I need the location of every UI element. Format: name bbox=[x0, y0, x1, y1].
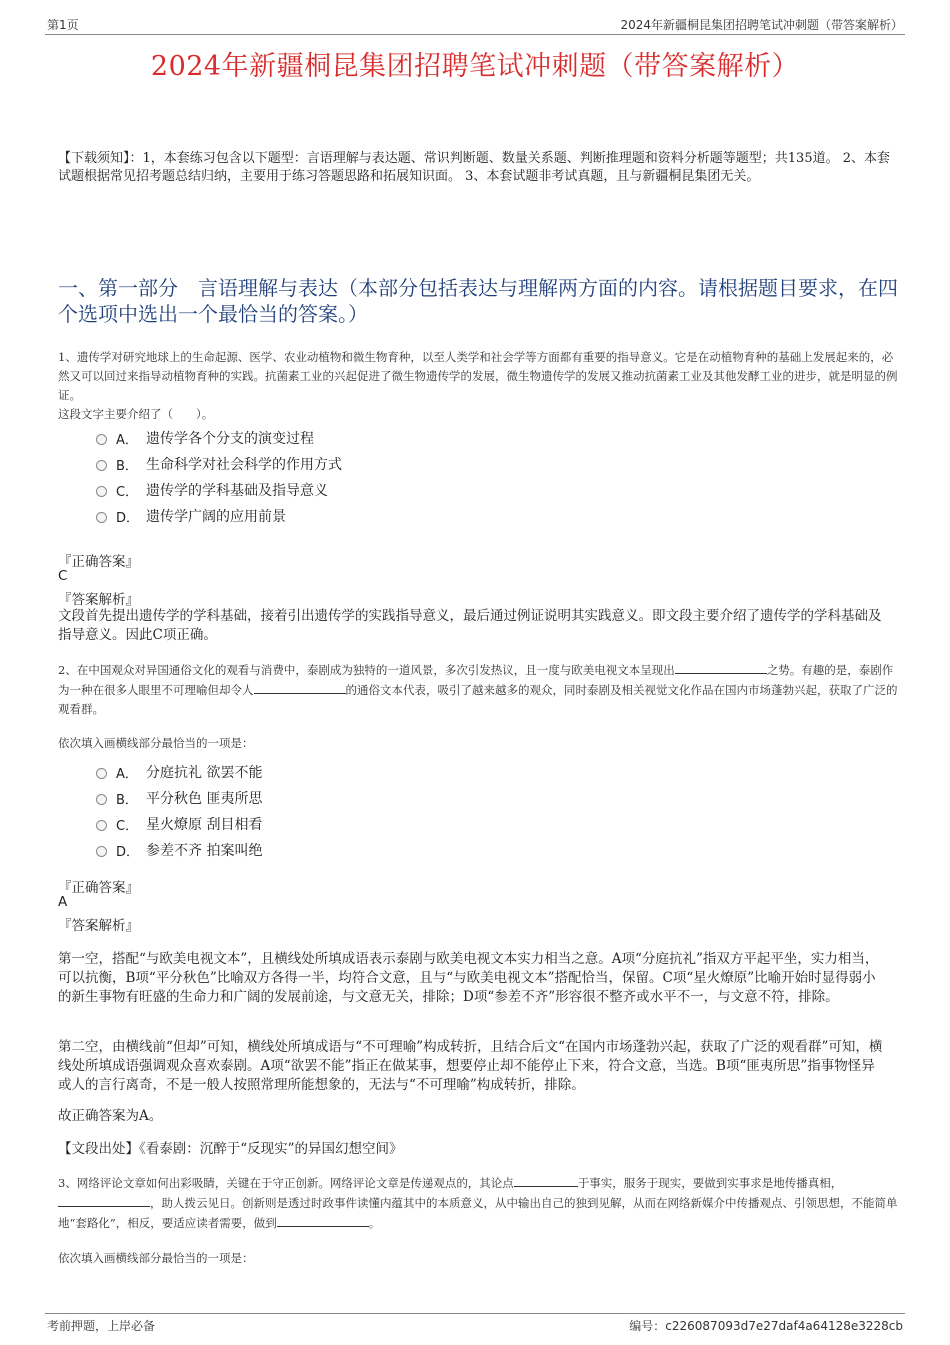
page-footer bbox=[45, 1313, 905, 1334]
fill-blank bbox=[675, 660, 767, 674]
fill-blank bbox=[514, 1173, 578, 1187]
question-2-analysis-p2: 第二空，由横线前“但却”可知，横线处所填成语与“不可理喻”构成转折，且结合后文“在国内市场蓬勃兴起，获取了广泛的观看群”可知，横线处所填成语强调观众喜欢泰剧。A项“欲罢不能”指正在做某事，想要停止却不能停止下来，符合文意，当选。B项“匪夷所思”指事物怪异或人的言行离奇，不是一般人按照常理所能想象的，无法与“不可理喻”构成转折，排除。 bbox=[58, 1039, 883, 1093]
question-1-analysis-label: 『答案解析』 bbox=[58, 592, 139, 608]
question-1-stem-text: 1、遗传学对研究地球上的生命起源、医学、农业动植物和微生物育种，以至人类学和社会学等方面都有重要的指导意义。它是在动植物育种的基础上发展起来的，必然又可以回过来指导动植物育种的实践。抗菌素工业的兴起促进了微生物遗传学的发展，微生物遗传学的发展又推动抗菌素工业及其他发酵工业的进步，就是明显的例证。 bbox=[58, 350, 898, 402]
radio-icon[interactable] bbox=[96, 794, 107, 805]
document-title: 2024年新疆桐昆集团招聘笔试冲刺题（带答案解析） bbox=[150, 51, 800, 82]
radio-icon[interactable] bbox=[96, 460, 107, 471]
question-2-answer-label: 『正确答案』 bbox=[58, 880, 139, 896]
question-2-option-d[interactable]: D． 参差不齐 拍案叫绝 bbox=[96, 840, 696, 866]
question-1-options bbox=[96, 428, 696, 532]
question-2-stem: 2、在中国观众对异国通俗文化的观看与消费中，泰剧成为独特的一道风景，多次引发热议，且一度与欧美电视文本呈现出 之势。有趣的是，泰剧作为一种在很多人眼里不可理喻但却令人 的通俗文本代表，吸引了越来越多的观众，同时泰剧及相关视觉文化作品在国内市场蓬勃兴起，获取了广泛的观看群。 bbox=[58, 660, 898, 719]
radio-icon[interactable] bbox=[96, 768, 107, 779]
radio-icon[interactable] bbox=[96, 512, 107, 523]
question-3-prompt: 依次填入画横线部分最恰当的一项是： bbox=[58, 1251, 254, 1265]
question-1-option-d[interactable]: D． 遗传学广阔的应用前景 bbox=[96, 506, 696, 532]
radio-icon[interactable] bbox=[96, 486, 107, 497]
radio-icon[interactable] bbox=[96, 846, 107, 857]
download-notice: 【下载须知】：1，本套练习包含以下题型：言语理解与表达题、常识判断题、数量关系题、判断推理题和资料分析题等题型；共135道。 2、本套试题根据常见招考题总结归纳，主要用于练习答题思路和拓展知识面。 3、本套试题非考试真题，且与新疆桐昆集团无关。 bbox=[58, 151, 890, 184]
radio-icon[interactable] bbox=[96, 820, 107, 831]
page-number: 第1页 bbox=[47, 18, 79, 32]
footer-doc-id: 编号：c226087093d7e27daf4a64128e3228cb bbox=[629, 1319, 903, 1333]
question-2-analysis-label: 『答案解析』 bbox=[58, 918, 139, 934]
header-doc-title: 2024年新疆桐昆集团招聘笔试冲刺题（带答案解析） bbox=[620, 18, 903, 32]
question-1-option-b[interactable]: B． 生命科学对社会科学的作用方式 bbox=[96, 454, 696, 480]
question-1-answer-label: 『正确答案』 bbox=[58, 554, 139, 570]
question-3-stem: 3、网络评论文章如何出彩吸睛，关键在于守正创新。网络评论文章是传递观点的，其论点 于事实，服务于现实，要做到实事求是地传播真相，，助人拨云见日。创新则是透过时政事件读懂内蕴其中的本质意义，从中输出自己的独到见解，从而在网络新媒介中传播观点、引领思想，不能简单地“套路化”，相反，要适应读者需要，做到 。 bbox=[58, 1173, 898, 1233]
question-2-option-c[interactable]: C． 星火燎原 刮目相看 bbox=[96, 814, 696, 840]
question-2-option-b[interactable]: B． 平分秋色 匪夷所思 bbox=[96, 788, 696, 814]
footer-slogan: 考前押题，上岸必备 bbox=[47, 1319, 156, 1333]
question-2-analysis-p1: 第一空，搭配“与欧美电视文本”，且横线处所填成语表示泰剧与欧美电视文本实力相当之意。A项“分庭抗礼”指双方平起平坐，实力相当，可以抗衡，B项“平分秋色”比喻双方各得一半，均符合文意，且与“与欧美电视文本”搭配恰当，保留。C项“星火燎原”比喻开始时显得弱小的新生事物有旺盛的生命力和广阔的发展前途，与文意无关，排除；D项“参差不齐”形容很不整齐或水平不一，与文意不符，排除。 bbox=[58, 951, 879, 1005]
question-1-option-c[interactable]: C． 遗传学的学科基础及指导意义 bbox=[96, 480, 696, 506]
question-2-options bbox=[96, 762, 696, 866]
question-1-stem bbox=[58, 348, 898, 424]
question-1-prompt: 这段文字主要介绍了（ ）。 bbox=[58, 407, 214, 421]
page-header bbox=[45, 14, 905, 35]
question-1-analysis: 文段首先提出遗传学的学科基础，接着引出遗传学的实践指导意义，最后通过例证说明其实践意义。即文段主要介绍了遗传学的学科基础及指导意义。因此C项正确。 bbox=[58, 608, 882, 643]
fill-blank bbox=[277, 1213, 369, 1227]
fill-blank bbox=[58, 1193, 150, 1207]
section-heading: 一、第一部分 言语理解与表达（本部分包括表达与理解两方面的内容。请根据题目要求，在四个选项中选出一个最恰当的答案。） bbox=[58, 276, 898, 326]
radio-icon[interactable] bbox=[96, 434, 107, 445]
question-1-answer: C bbox=[58, 568, 68, 584]
fill-blank bbox=[254, 680, 346, 694]
question-2-analysis-p3: 故正确答案为A。 bbox=[58, 1108, 163, 1124]
question-2-prompt: 依次填入画横线部分最恰当的一项是： bbox=[58, 736, 254, 750]
question-1-option-a[interactable]: A． 遗传学各个分支的演变过程 bbox=[96, 428, 696, 454]
question-2-source: 【文段出处】《看泰剧：沉醉于“反现实”的异国幻想空间》 bbox=[58, 1141, 403, 1157]
question-2-answer: A bbox=[58, 894, 68, 910]
question-2-option-a[interactable]: A． 分庭抗礼 欲罢不能 bbox=[96, 762, 696, 788]
